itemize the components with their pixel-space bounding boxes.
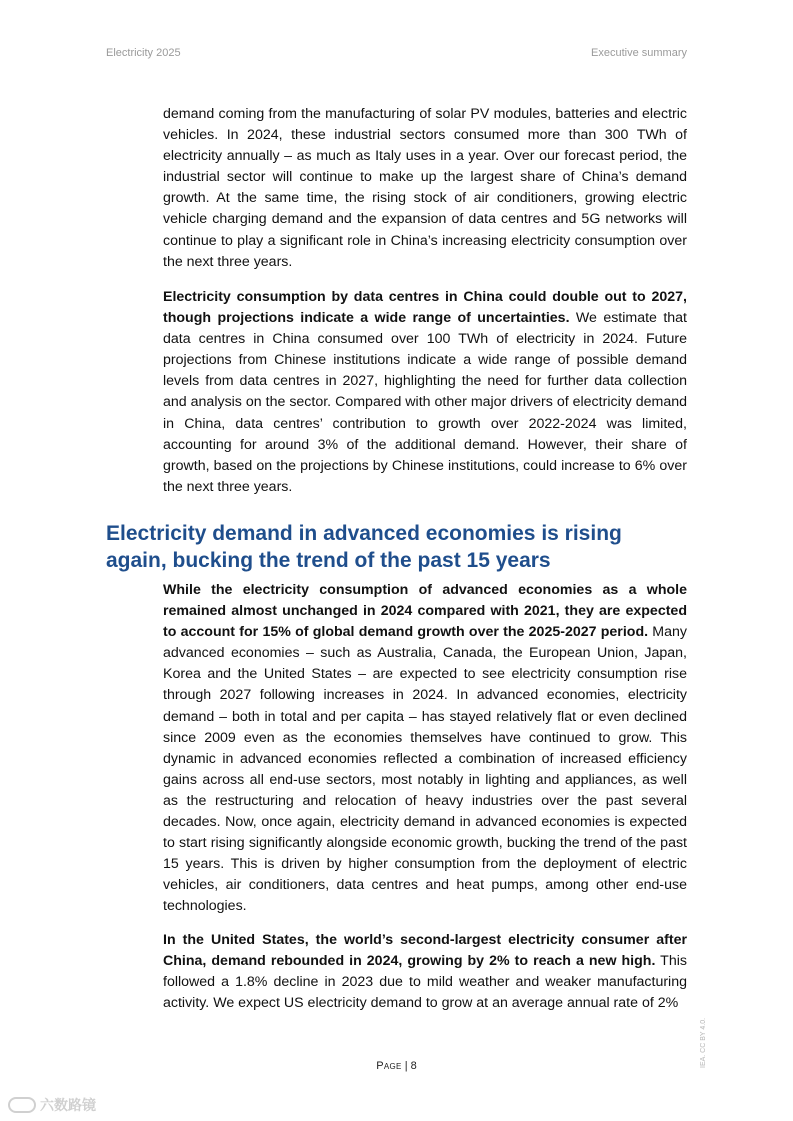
page-separator: | bbox=[401, 1060, 411, 1072]
license-note: IEA. CC BY 4.0. bbox=[700, 1017, 707, 1068]
watermark bbox=[8, 1095, 96, 1115]
paragraph-text: Many advanced economies – such as Australia, Canada, the European Union, Japan, Korea and the United States – are expected to see electricity consumption rise through 2027 following increases in 2024. In advanced economies, electricity demand – both in total and per capita – has stayed relatively flat or even declined since 2009 even as the economies themselves have continued to grow. This dynamic in advanced economies reflected a combination of increased efficiency gains across all end-use sectors, most notably in lighting and appliances, as well as the restructuring and relocation of heavy industries over the past several decades. Now, once again, electricity demand in advanced economies is expected to start rising significantly alongside economic growth, bucking the trend of the past 15 years. This is driven by higher consumption from the deployment of electric vehicles, air conditioners, data centres and heat pumps, among other end-use technologies. bbox=[163, 624, 688, 915]
paragraph-lead: While the electricity consumption of advanced economies as a whole remained almost unchanged in 2024 compared with 2021, they are expected to account for 15% of global demand growth over the 2025-2027 period. bbox=[163, 582, 687, 641]
watermark-text: 六数路镜 bbox=[40, 1097, 96, 1113]
watermark-logo-icon bbox=[8, 1097, 36, 1113]
paragraph-china-data-centres bbox=[163, 287, 687, 498]
paragraph-united-states bbox=[163, 930, 687, 1014]
running-header-section: Executive summary bbox=[591, 47, 687, 59]
page-number: 8 bbox=[410, 1060, 417, 1072]
paragraph-lead: Electricity consumption by data centres in China could double out to 2027, though projections indicate a wide range of uncertainties. bbox=[163, 289, 687, 327]
paragraph-china-industry bbox=[163, 104, 687, 273]
page-label: Page bbox=[376, 1060, 402, 1072]
page-footer bbox=[0, 1060, 793, 1072]
paragraph-lead: In the United States, the world’s second-largest electricity consumer after China, demand rebounded in 2024, growing by 2% to reach a new high. bbox=[163, 932, 687, 970]
section-heading: Electricity demand in advanced economies is rising again, bucking the trend of the past 15 years bbox=[106, 522, 622, 572]
running-header-title: Electricity 2025 bbox=[106, 47, 181, 59]
paragraph-text: demand coming from the manufacturing of solar PV modules, batteries and electric vehicles. In 2024, these industrial sectors consumed more than 300 TWh of electricity annually – as much as Italy uses in a year. Over our forecast period, the industrial sector will continue to make up the largest share of China’s demand growth. At the same time, the rising stock of air conditioners, growing electric vehicle charging demand and the expansion of data centres and 5G networks will continue to play a significant role in China’s increasing electricity consumption over the next three years. bbox=[163, 106, 687, 270]
paragraph-text: This followed a 1.8% decline in 2023 due to mild weather and weaker manufacturing activity. We expect US electricity demand to grow at an average annual rate of 2% bbox=[163, 953, 687, 1012]
paragraph-text: We estimate that data centres in China consumed over 100 TWh of electricity in 2024. Future projections from Chinese institutions indicate a wide range of possible demand levels from data centres in 2027, highlighting the need for further data collection and analysis on the sector. Compared with other major drivers of electricity demand in China, data centres’ contribution to growth over 2022-2024 was limited, accounting for around 3% of the additional demand. However, their share of growth, based on the projections by Chinese institutions, could increase to 6% over the next three years. bbox=[163, 310, 687, 495]
paragraph-advanced-economies bbox=[163, 580, 687, 918]
